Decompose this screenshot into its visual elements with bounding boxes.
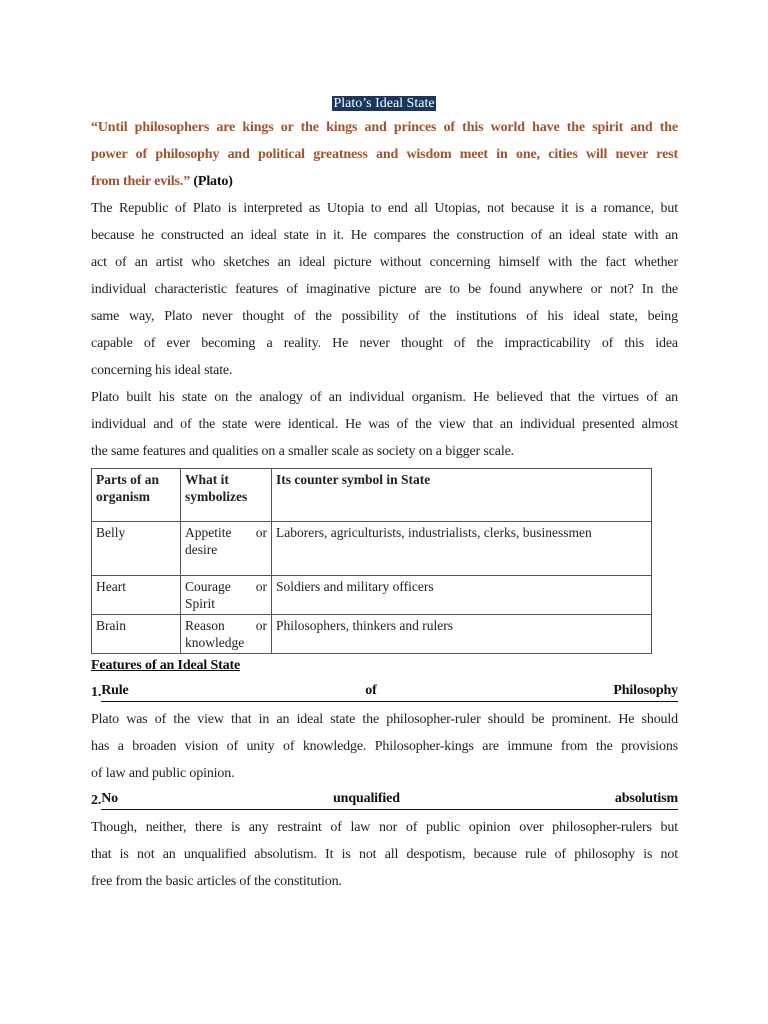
table-cell: Philosophers, thinkers and rulers <box>272 615 652 654</box>
text-line: capable of ever becoming a reality. He never thought of the impracticability of this idea <box>91 336 678 351</box>
paragraph-republic <box>91 195 678 465</box>
heading-word: of <box>365 683 377 698</box>
text-line: individual and of the state were identical. He was of the view that an individual presented almost <box>91 417 678 432</box>
text-line: concerning his ideal state. <box>91 363 233 378</box>
table-row <box>92 576 652 615</box>
heading-word: No <box>101 791 119 806</box>
table-cell: Reason or knowledge <box>181 615 272 654</box>
text-line: has a broaden vision of unity of knowledge. Philosopher-kings are immune from the provisions <box>91 739 678 754</box>
feature-heading-2 <box>91 787 678 814</box>
table-header-row <box>92 469 652 522</box>
feature-number: 2. <box>91 793 102 808</box>
column-header: Its counter symbol in State <box>272 469 652 522</box>
features-section <box>91 652 678 895</box>
heading-word: absolutism <box>614 791 678 806</box>
title-highlight: Plato’s Ideal State <box>333 96 435 111</box>
text-line: individual characteristic features of imaginative picture are to be found anywhere or not? In the <box>91 282 678 297</box>
text-line: Plato built his state on the analogy of an individual organism. He believed that the virtues of an <box>91 390 678 405</box>
quote-line: power of philosophy and political greatness and wisdom meet in one, cities will never rest <box>91 147 678 162</box>
text-line: Though, neither, there is any restraint of law nor of public opinion over philosopher-rulers but <box>91 820 678 835</box>
table-cell: Brain <box>92 615 181 654</box>
heading-word: Rule <box>101 683 129 698</box>
text-line: free from the basic articles of the constitution. <box>91 874 342 889</box>
quote-line: “Until philosophers are kings or the kings and princes of this world have the spirit and the <box>91 120 678 135</box>
table-cell: Laborers, agriculturists, industrialists, clerks, businessmen <box>272 522 652 576</box>
section-heading: Features of an Ideal State <box>91 658 241 673</box>
text-line: of law and public opinion. <box>91 766 235 781</box>
feature-heading-1 <box>91 679 678 706</box>
text-line: that is not an unqualified absolutism. It is not all despotism, because rule of philosophy is not <box>91 847 678 862</box>
table-cell: Soldiers and military officers <box>272 576 652 615</box>
column-header: Parts of an organism <box>92 469 181 522</box>
column-header: What it symbolizes <box>181 469 272 522</box>
table-row <box>92 522 652 576</box>
organism-table <box>91 468 652 654</box>
table-cell: Belly <box>92 522 181 576</box>
table-cell: Heart <box>92 576 181 615</box>
heading-word: Philosophy <box>613 683 678 698</box>
heading-word: unqualified <box>333 791 400 806</box>
text-line: same way, Plato never thought of the possibility of the institutions of his ideal state, being <box>91 309 678 324</box>
document-title <box>0 95 768 113</box>
quote-block <box>91 114 678 195</box>
table-cell: Appetite or desire <box>181 522 272 576</box>
table-cell: Courage or Spirit <box>181 576 272 615</box>
quote-attribution: (Plato) <box>193 174 233 189</box>
text-line: Plato was of the view that in an ideal state the philosopher-ruler should be prominent. He should <box>91 712 678 727</box>
text-line: The Republic of Plato is interpreted as Utopia to end all Utopias, not because it is a romance, but <box>91 201 678 216</box>
text-line: the same features and qualities on a smaller scale as society on a bigger scale. <box>91 444 514 459</box>
text-line: because he constructed an ideal state in it. He compares the construction of an ideal state with an <box>91 228 678 243</box>
quote-line: from their evils.” <box>91 174 191 189</box>
feature-number: 1. <box>91 685 102 700</box>
table-row <box>92 615 652 654</box>
text-line: act of an artist who sketches an ideal picture without concerning himself with the fact whether <box>91 255 678 270</box>
